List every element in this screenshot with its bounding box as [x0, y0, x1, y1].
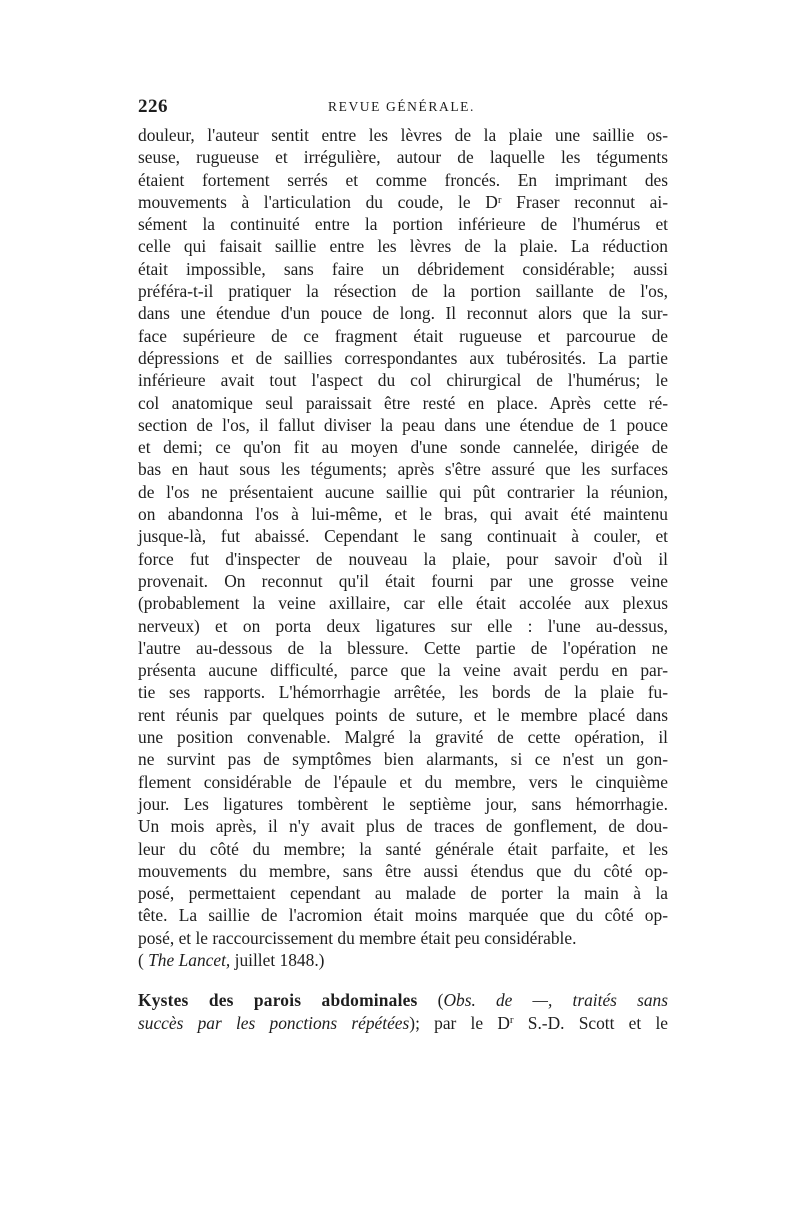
section-obs-2: succès par les ponctions répétées: [138, 1012, 410, 1033]
text-line: était impossible, sans faire un débridement considérable; aussi: [138, 258, 668, 279]
text-line: inférieure avait tout l'aspect du col chirurgical de l'humérus; le: [138, 370, 668, 391]
text-line: présenta aucune difficulté, parce que la veine avait perdu en par-: [138, 660, 668, 681]
text-line: leur du côté du membre; la santé générale était parfaite, et les: [138, 838, 668, 859]
text-line: étaient fortement serrés et comme froncés. En imprimant des: [138, 169, 668, 190]
text-line: mouvements à l'articulation du coude, le Dʳ Fraser reconnut ai-: [138, 191, 668, 212]
section-heading-block: [138, 989, 668, 1034]
text-line: mouvements du membre, sans être aussi étendus que du côté op-: [138, 860, 668, 881]
page: [138, 96, 668, 1034]
section-line-2: [138, 1012, 668, 1034]
citation-journal: The Lancet,: [148, 949, 231, 970]
text-line: jusque-là, fut abaissé. Cependant le sang continuait à couler, et: [138, 526, 668, 547]
text-line: l'autre au-dessous de la blessure. Cette partie de l'opération ne: [138, 637, 668, 658]
citation: [138, 949, 668, 971]
text-line: force fut d'inspecter de nouveau la plaie, pour savoir d'où il: [138, 548, 668, 569]
text-line: (probablement la veine axillaire, car elle était accolée aux plexus: [138, 593, 668, 614]
text-line: provenait. On reconnut qu'il était fourni par une grosse veine: [138, 570, 668, 591]
text-line: douleur, l'auteur sentit entre les lèvres de la plaie une saillie os-: [138, 125, 668, 145]
section-obs: Obs. de —, traités sans: [443, 990, 669, 1011]
text-line: bas en haut sous les téguments; après s'être assuré que les surfaces: [138, 459, 668, 480]
text-line: Un mois après, il n'y avait plus de traces de gonflement, de dou-: [138, 816, 668, 837]
text-line: tie ses rapports. L'hémorrhagie arrêtée, les bords de la plaie fu-: [138, 682, 668, 703]
text-line: une position convenable. Malgré la gravité de cette opération, il: [138, 727, 668, 748]
body-paragraph: [138, 124, 668, 949]
text-line: posé, et le raccourcissement du membre était peu considérable.: [138, 927, 577, 948]
text-line: de l'os ne présentaient aucune saillie qui pût contrarier la réunion,: [138, 481, 668, 502]
text-line: tête. La saillie de l'acromion était moins marquée que du côté op-: [138, 905, 668, 926]
text-line: sément la continuité entre la portion inférieure de l'humérus et: [138, 214, 668, 235]
section-author: S.-D. Scott et le: [513, 1012, 668, 1033]
text-line: flement considérable de l'épaule et du membre, vers le cinquième: [138, 771, 668, 792]
text-line: celle qui faisait saillie entre les lèvres de la plaie. La réduction: [138, 236, 668, 257]
text-line: jour. Les ligatures tombèrent le septième jour, sans hémorrhagie.: [138, 793, 668, 814]
citation-line: [138, 949, 668, 971]
section-paren: (: [417, 990, 444, 1011]
text-line: on abandonna l'os à lui-même, et le bras, qui avait été maintenu: [138, 504, 668, 525]
text-line: ne survint pas de symptômes bien alarmants, si ce n'est un gon-: [138, 749, 668, 770]
citation-date: juillet 1848.): [230, 949, 325, 970]
section-line-1: [138, 989, 668, 1011]
running-title: REVUE GÉNÉRALE.: [328, 99, 475, 114]
section-title: Kystes des parois abdominales: [138, 990, 418, 1011]
text-line: face supérieure de ce fragment était rugueuse et parcourue de: [138, 325, 668, 346]
page-number: 226: [138, 96, 168, 117]
text-line: section de l'os, il fallut diviser la peau dans une étendue de 1 pouce: [138, 414, 668, 435]
section-sup: r: [509, 1013, 514, 1026]
section-after: ); par le D: [409, 1012, 510, 1033]
text-line: et demi; ce qu'on fit au moyen d'une sonde cannelée, dirigée de: [138, 437, 668, 458]
text-line: dans une étendue d'un pouce de long. Il reconnut alors que la sur-: [138, 303, 668, 324]
text-line: dépressions et de saillies correspondantes aux tubérosités. La partie: [138, 347, 668, 368]
text-line: préféra-t-il pratiquer la résection de la portion saillante de l'os,: [138, 281, 668, 302]
citation-open: (: [138, 949, 149, 970]
running-head: [138, 96, 668, 124]
text-line: rent réunis par quelques points de suture, et le membre placé dans: [138, 704, 668, 725]
text-line: posé, permettaient cependant au malade de porter la main à la: [138, 883, 668, 904]
text-line: col anatomique seul paraissait être resté en place. Après cette ré-: [138, 392, 668, 413]
text-line: nerveux) et on porta deux ligatures sur elle : l'une au-dessus,: [138, 615, 668, 636]
text-line: seuse, rugueuse et irrégulière, autour de laquelle les téguments: [138, 147, 668, 168]
